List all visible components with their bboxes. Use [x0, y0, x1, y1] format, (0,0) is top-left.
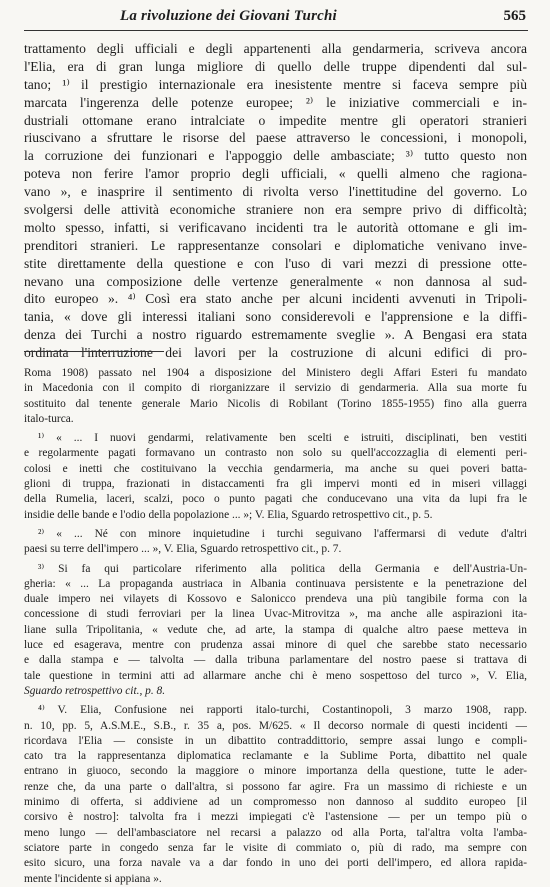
- main-text: [24, 40, 527, 362]
- footnote-line: tale questione in termini atti ad allarmare anche chi è meno sospettoso del turco », V. Elia,: [24, 669, 527, 682]
- footnote-line: ¹⁾ « ... I nuovi gendarmi, relativamente ben scelti e istruiti, disciplinati, ben vestiti: [38, 432, 527, 445]
- footnote-line: Sguardo retrospettivo cit., p. 8.: [24, 684, 166, 697]
- footnote-4: [24, 703, 527, 887]
- page-header: [24, 6, 528, 31]
- page-number: 565: [503, 8, 526, 24]
- footnote-line: liane sulla Tripolitania, « vedute che, ad arte, la stampa di qualche altro paese metteva in: [24, 623, 527, 636]
- footnote-line: ricordava l'Elia — consiste in un dibattito contraddittorio, sempre assai lungo e compli-: [24, 734, 527, 747]
- footnote-line: entrano in giuoco, secondo la maggiore o minore importanza della questione, tutte le ader-: [24, 765, 527, 778]
- footnote-line: luce ed esagerava, mentre con prudenza assai minore di quel che sarebbe stato necessario: [24, 639, 527, 652]
- footnote-line: minimo di offerta, si addiviene ad un compromesso non dannoso al suddito europeo [il: [24, 796, 527, 809]
- text-line: svolgersi delle attività economiche straniere non era sempre privo di difficoltà;: [24, 202, 527, 218]
- footnote-line: duale impero nei vilayets di Kossovo e Salonicco prendeva una più tangibile forma con la: [24, 593, 527, 606]
- text-line: dito europeo ». ⁴⁾ Così era stato anche per alcuni incidenti avvenuti in Tripoli-: [24, 291, 527, 307]
- text-line: riuscivano a sfruttare le risorse del paese attraverso le concessioni, i monopoli,: [24, 130, 527, 146]
- footnote-continuation: [24, 366, 527, 427]
- footnote-line: meno lungo — dell'ambasciatore nel recarsi a palazzo od alla Porta, tal'altra volta l'amba-: [24, 826, 527, 839]
- footnote-line: sciatore parte in congedo senza far le visite di commiato o, più di rado, ma sempre con: [24, 841, 527, 854]
- footnote-line: Roma 1908) passato nel 1904 a disposizione del Ministero degli Affari Esteri fu mandato: [24, 367, 527, 379]
- footnote-line: renze che, da una parte o dall'altra, si possono far agire. Fra un massimo di richieste e un: [24, 780, 527, 793]
- footnote-separator: [24, 351, 164, 352]
- text-line: nevano una composizione delle vertenze generalmente « non dannosa al sud-: [24, 273, 527, 289]
- running-title: La rivoluzione dei Giovani Turchi: [120, 8, 337, 24]
- footnote-line: italo-turca.: [24, 412, 74, 425]
- footnote-line: mente l'incidente si appiana ».: [24, 872, 162, 885]
- footnote-line: insidie delle bande e l'odio della popolazione ... »; V. Elia, Sguardo retrospettivo cit., p. 5.: [24, 508, 433, 521]
- footnote-line: esito sicuro, una forza navale va a dar fondo in uno dei porti dell'impero, ed allora rapida-: [24, 857, 527, 870]
- text-line: dustriali ottomane erano intralciate o impedite mentre gli operatori stranieri: [24, 112, 527, 128]
- text-line: tania, « dove gli interessi italiani sono considerevoli e l'apprensione e la diffi-: [24, 309, 527, 325]
- footnotes: [24, 366, 527, 887]
- footnote-line: ²⁾ « ... Né con minore inquietudine i turchi seguivano l'affermarsi di vedute d'altri: [38, 527, 527, 540]
- footnote-3: [24, 562, 527, 700]
- footnote-line: e regolarmente pagati formavano un contrasto non solo su quell'accozzaglia di elementi peri-: [24, 447, 527, 460]
- footnote-line: ⁴⁾ V. Elia, Confusione nei rapporti italo-turchi, Costantinopoli, 3 marzo 1908, rapp.: [38, 704, 527, 717]
- footnote-line: della Rumelia, laceri, scalzi, poco o punto pagati che conducevano una vita da lupi fra le: [24, 493, 527, 506]
- footnote-line: concessione di studi ferroviari per la linea Uvac-Mitrovitza », ma anche alle aspirazioni ita-: [24, 608, 527, 621]
- text-line: trattamento degli ufficiali e degli appartenenti alla gendarmeria, scriveva ancora: [24, 41, 527, 56]
- text-line: molto spesso, infatti, si verificavano incidenti tra le autorità ottomane e gli im-: [24, 219, 527, 235]
- footnote-line: corsivo è nostro]: talvolta fra i mezzi impiegati c'è l'astensione — per un tempo più o: [24, 811, 527, 824]
- text-line: tano; ¹⁾ il prestigio internazionale era inesistente mentre si faceva sempre più: [24, 76, 527, 92]
- text-line: denza dei Turchi a nostro riguardo estremamente sveglie ». A Bengasi era stata: [24, 327, 527, 343]
- footnote-line: glioni di truppa, frazionati in distaccamenti fra gli impervi monti ed in miseri villaggi: [24, 478, 527, 491]
- footnote-1: [24, 431, 527, 523]
- footnote-line: sostituito dal tenente generale Mario Nicolis di Robilant (Torino 1855-1955) fino alla guerra: [24, 397, 527, 410]
- text-line: ordinata l'interruzione dei lavori per la costruzione di alcuni edifici di pro-: [24, 345, 527, 361]
- footnote-line: in Macedonia con il compito di riorganizzare il servizio di gendarmeria. Alla sua morte fu: [24, 382, 527, 395]
- footnote-line: colosi e inetti che costituivano la vecchia gendarmeria, ma anche su quei poveri batta-: [24, 462, 527, 475]
- text-line: la corruzione dei funzionari e l'appoggio delle ambasciate; ³⁾ tutto questo non: [24, 148, 527, 164]
- footnote-line: paesi su terre dell'impero ... », V. Elia, Sguardo retrospettivo cit., p. 7.: [24, 543, 342, 556]
- text-line: stite direttamente della questione e con l'uso di vari mezzi di pressione otte-: [24, 255, 527, 271]
- footnote-line: gheria: « ... La propaganda austriaca in Albania continuava persistente e la penetrazione del: [24, 577, 527, 590]
- footnote-line: cato tra la rappresentanza diplomatica reclamante e la Sublime Porta, dibattito nel quale: [24, 750, 527, 763]
- text-line: prenditori stranieri. Le rappresentanze consolari e diplomatiche venivano inve-: [24, 237, 527, 253]
- footnote-line: n. 10, pp. 5, A.S.M.E., S.B., r. 35 a, pos. M/625. « Il decorso normale di questi incidenti —: [24, 719, 527, 732]
- text-line: vano », e inasprire il sentimento di rivolta verso l'inettitudine del governo. Lo: [24, 184, 527, 200]
- text-line: marcata l'ingerenza delle potenze europee; ²⁾ le iniziative commerciali e in-: [24, 94, 527, 110]
- footnote-line: e dalla stampa e — talvolta — dalla tribuna parlamentare del nostro paese si trattava di: [24, 654, 527, 667]
- footnote-2: [24, 527, 527, 558]
- footnote-line: ³⁾ Si fa qui particolare riferimento alla politica della Germania e dell'Austria-Un-: [38, 562, 527, 575]
- text-line: l'Elia, era di gran lunga migliore di quello delle truppe dipendenti dal sul-: [24, 58, 527, 74]
- text-line: poteva non ferire l'amor proprio degli ufficiali, « quelli almeno che ragiona-: [24, 166, 527, 182]
